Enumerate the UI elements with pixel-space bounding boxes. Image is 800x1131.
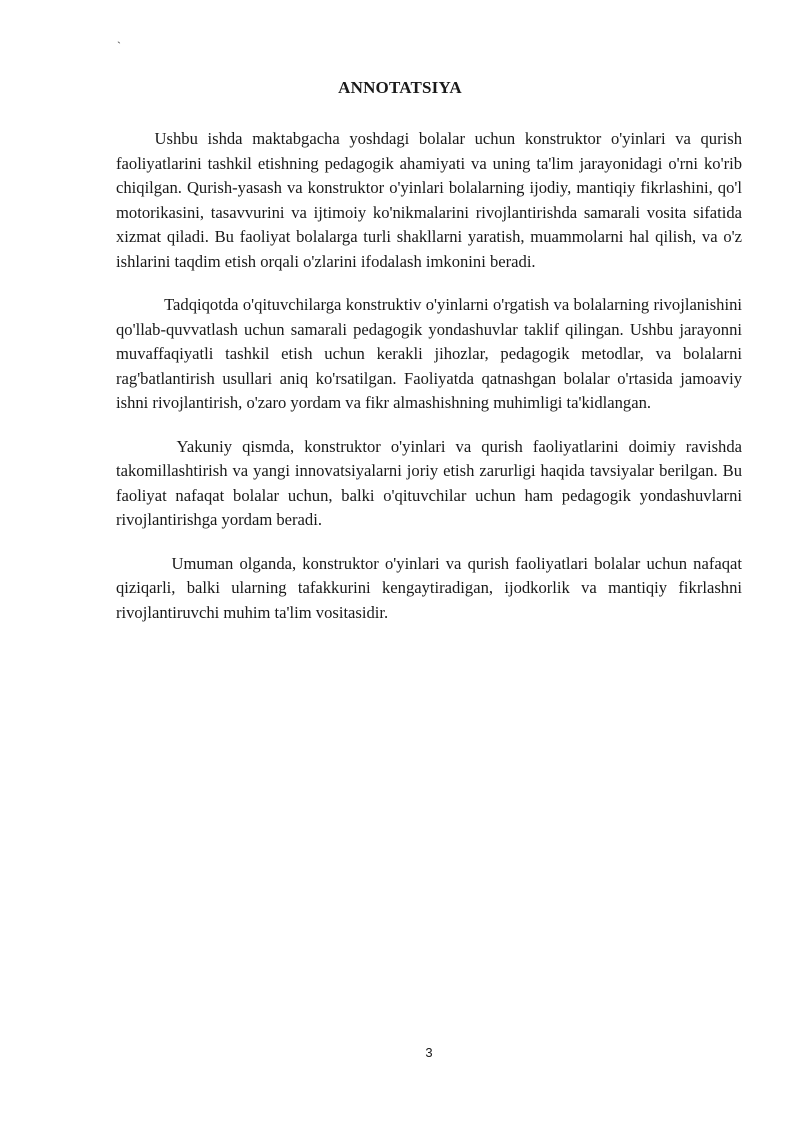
paragraph-1: Ushbu ishda maktabgacha yoshdagi bolalar uchun konstruktor o'yinlari va qurish faoliyatlarini tashkil etishning pedagogik ahamiyati va uning ta'lim jarayonidagi o'rni ko'rib chiqilgan. Qurish-yasash va konstruktor o'yinlari bolalarning ijodiy, mantiqiy fikrlashini, qo'l motorikasini, tasavvurini va ijtimoiy ko'nikmalarini rivojlantirishda samarali vosita sifatida xizmat qiladi. Bu faoliyat bolalarga turli shakllarni yaratish, muammolarni hal qilish, va o'z ishlarini taqdim etish orqali o'zlarini ifodalash imkonini beradi.	[116, 129, 742, 271]
corner-mark: `	[117, 39, 121, 53]
paragraph-4: Umuman olganda, konstruktor o'yinlari va qurish faoliyatlari bolalar uchun nafaqat qiziqarli, balki ularning tafakkurini kengaytiradigan, ijodkorlik va mantiqiy fikrlashni rivojlantiruvchi muhim ta'lim vositasidir.	[116, 553, 742, 622]
page-title: ANNOTATSIYA	[338, 78, 462, 97]
page-number: 3	[425, 1045, 433, 1060]
paragraph-3: Yakuniy qismda, konstruktor o'yinlari va qurish faoliyatlarini doimiy ravishda takomillashtirish va yangi innovatsiyalarni joriy etish zarurligi haqida tavsiyalar berilgan. Bu faoliyat nafaqat bolalar uchun, balki o'qituvchilar uchun ham pedagogik yondashuvlarni rivojlantirishga yordam beradi.	[116, 436, 742, 529]
annotation-body	[116, 127, 742, 644]
paragraph-2: Tadqiqotda o'qituvchilarga konstruktiv o'yinlarni o'rgatish va bolalarning rivojlanishini qo'llab-quvvatlash uchun samarali pedagogik yondashuvlar taklif qilingan. Ushbu jarayonni muvaffaqiyatli tashkil etish uchun kerakli jihozlar, pedagogik metodlar, va bolalarni rag'batlantirish usullari aniq ko'rsatilgan. Faoliyatda qatnashgan bolalar o'rtasida jamoaviy ishni rivojlantirish, o'zaro yordam va fikr almashishning muhimligi ta'kidlangan.	[116, 295, 742, 412]
